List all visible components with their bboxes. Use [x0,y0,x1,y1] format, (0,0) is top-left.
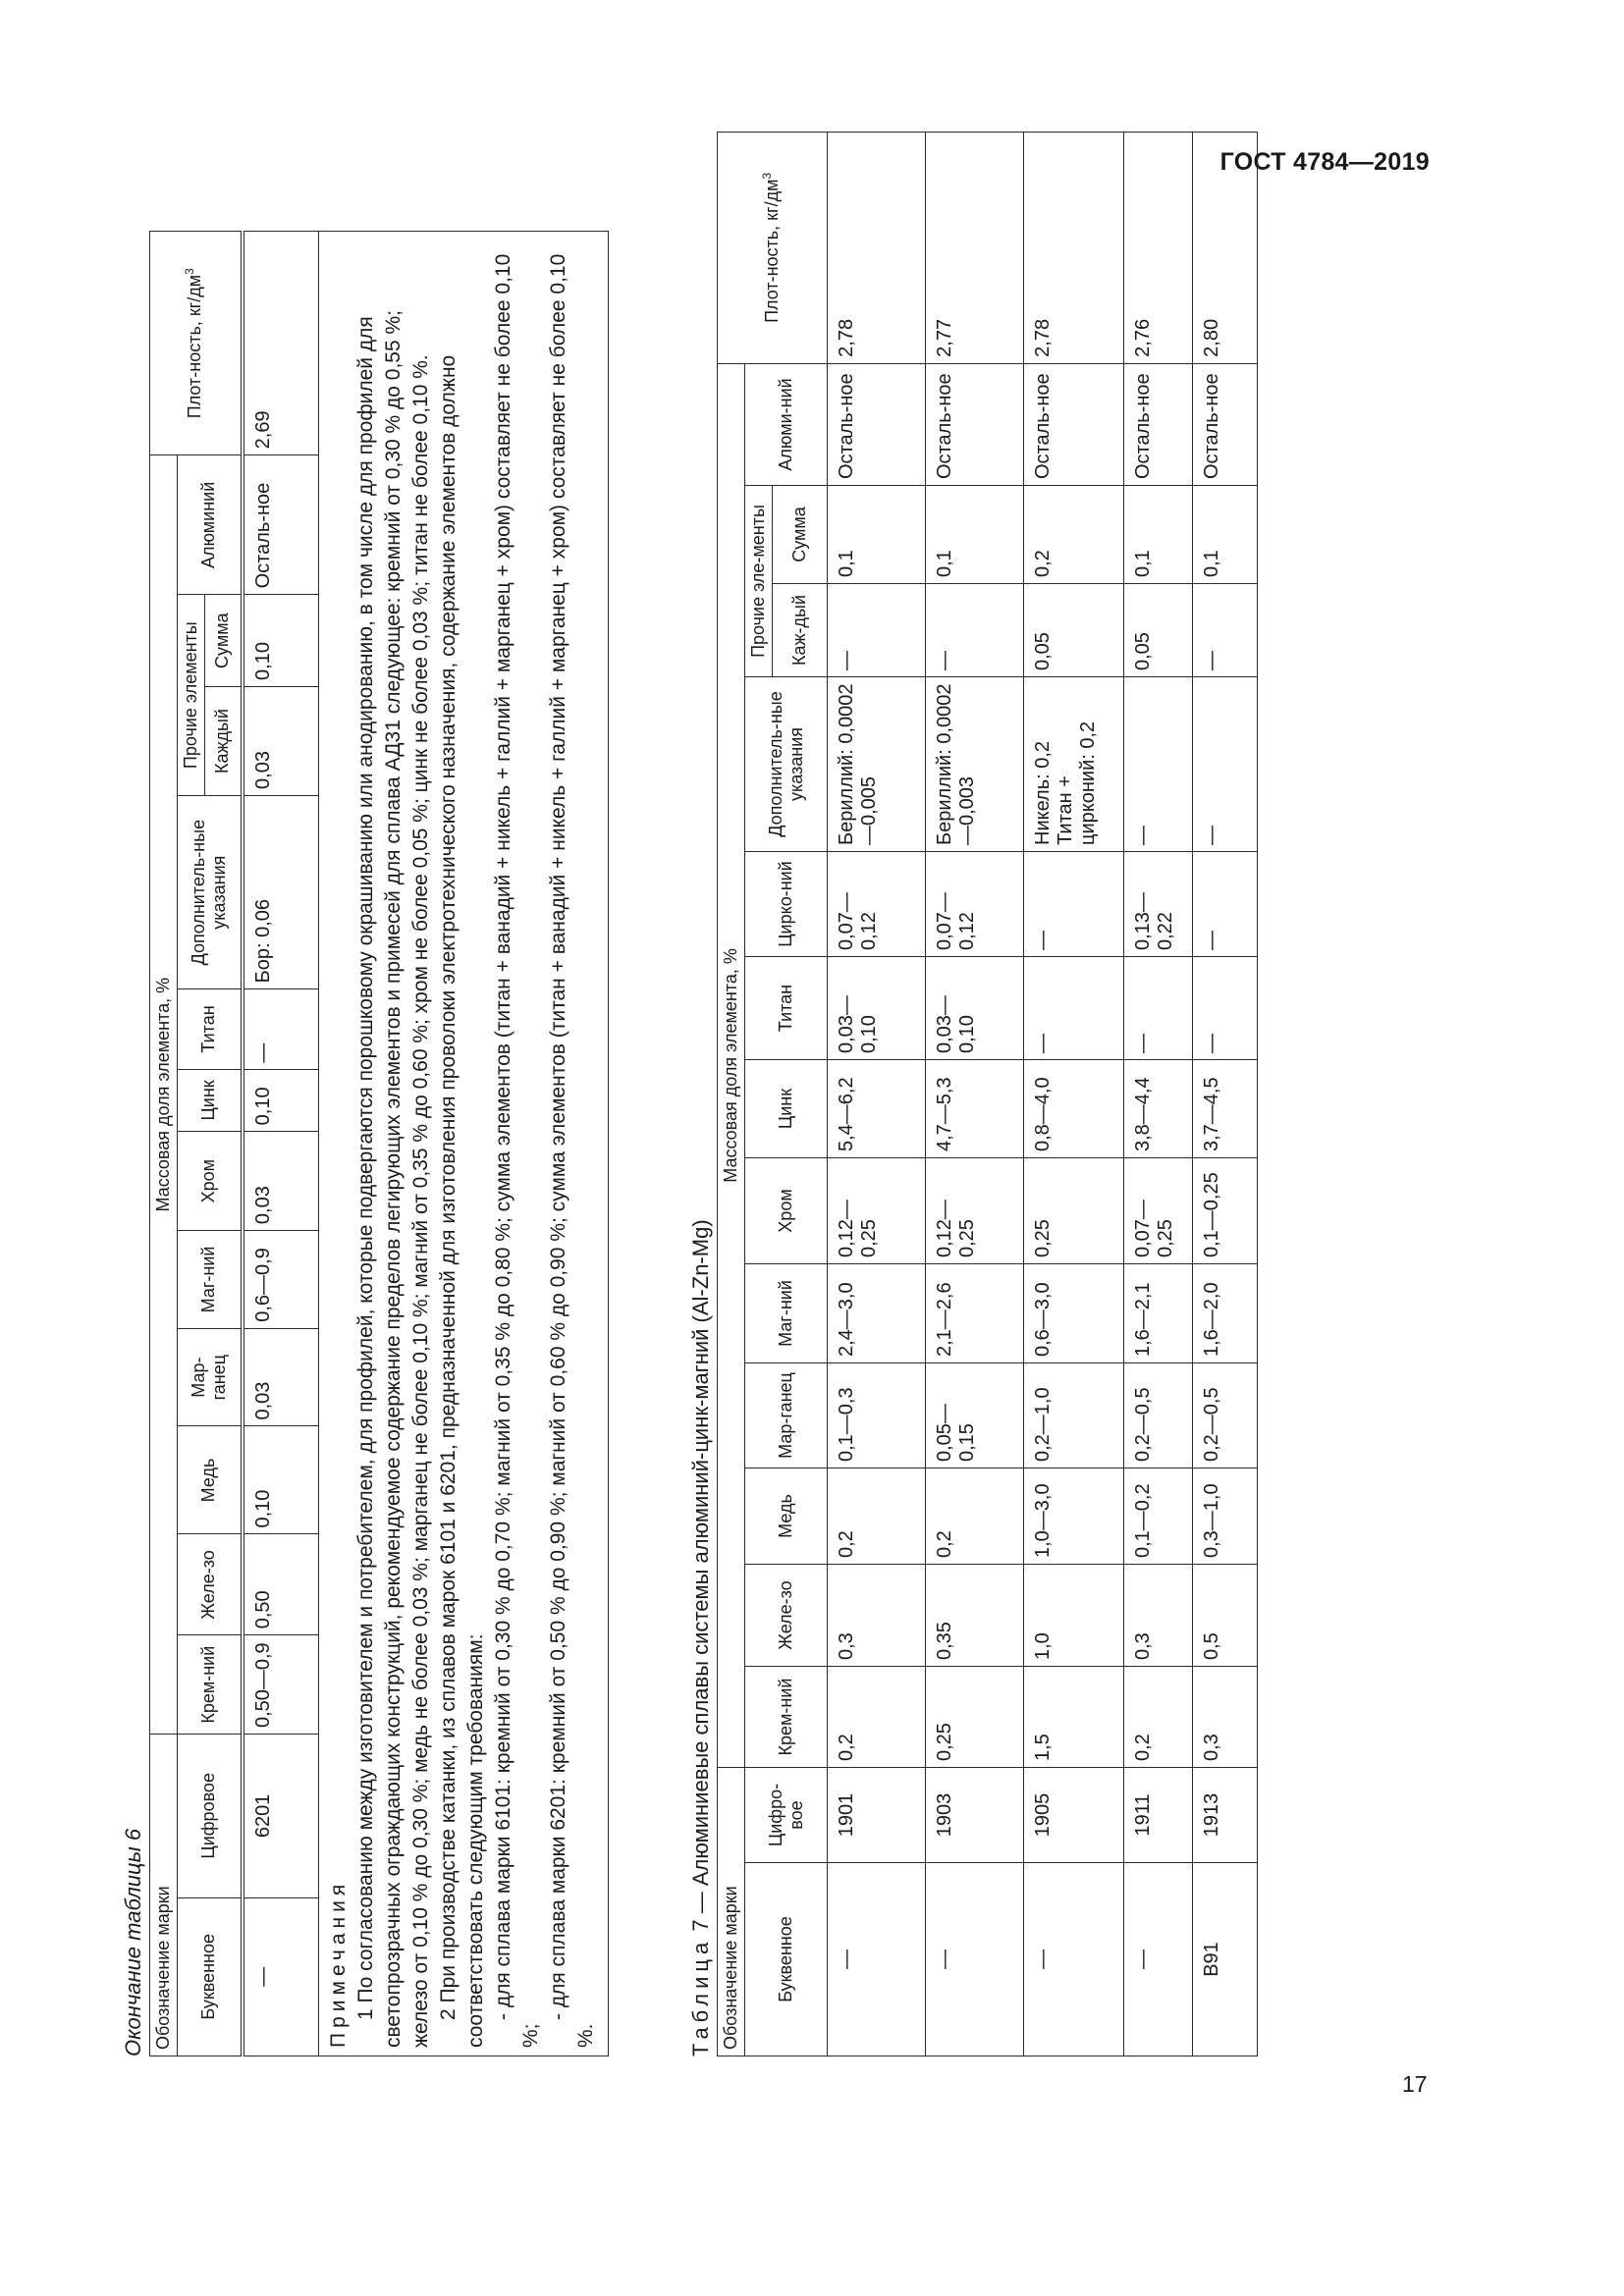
cell-each: — [1193,584,1258,677]
cell-zn: 3,7—4,5 [1193,1060,1258,1158]
cell-al: Осталь-ное [243,455,319,595]
table6-notes [319,232,609,2056]
cell-mn: 0,03 [243,1328,319,1426]
cell-sum: 0,10 [243,595,319,687]
t7-head-cu: Медь [745,1468,828,1565]
cell-zr: — [1193,852,1258,957]
cell-ti: — [1124,957,1193,1060]
t6-head-each: Каждый [205,686,243,795]
cell-extra: — [1193,677,1258,852]
cell-digital: 1911 [1124,1768,1193,1863]
t6-head-mass-fraction: Массовая доля элемента, % [150,455,178,1735]
cell-cu: 0,3—1,0 [1193,1468,1258,1565]
t7-head-letter: Буквенное [745,1863,828,2056]
cell-mn: 0,2—1,0 [1024,1363,1124,1468]
cell-cr: 0,07—0,25 [1124,1158,1193,1264]
cell-digital: 1905 [1024,1768,1124,1863]
cell-ti: — [1024,957,1124,1060]
t7-head-other: Прочие эле-менты [745,486,773,677]
cell-mg: 0,6—3,0 [1024,1264,1124,1363]
t6-head-other: Прочие элементы [178,595,205,796]
t6-head-ti: Титан [178,989,243,1069]
cell-si: 0,50—0,9 [243,1635,319,1735]
page-number: 17 [1402,2071,1428,2097]
cell-fe: 1,0 [1024,1565,1124,1667]
table-row [243,232,319,2056]
t6-head-si: Крем-ний [178,1635,243,1735]
cell-cr: 0,03 [243,1132,319,1231]
cell-mg: 2,1—2,6 [926,1264,1024,1363]
cell-zn: 0,8—4,0 [1024,1060,1124,1158]
cell-each: — [926,584,1024,677]
t6-head-sum: Сумма [205,595,243,687]
t7-head-mn: Мар-ганец [745,1363,828,1468]
t7-head-mass-fraction: Массовая доля элемента, % [718,363,745,1767]
cell-mg: 2,4—3,0 [828,1264,926,1363]
t6-head-cu: Медь [178,1426,243,1534]
t7-head-density: Плот-ность, $кг/дм^3$ [718,132,828,363]
t6-head-extra: Дополнитель-ные указания [178,795,243,988]
cell-ti: — [1193,957,1258,1060]
cell-digital: 1903 [926,1768,1024,1863]
t7-head-si: Крем-ний [745,1667,828,1768]
cell-density: 2,78 [1024,132,1124,363]
cell-sum: 0,1 [828,486,926,584]
t7-head-cr: Хром [745,1158,828,1264]
cell-density: 2,78 [828,132,926,363]
cell-fe: 0,3 [828,1565,926,1667]
cell-letter: В91 [1193,1863,1258,2056]
cell-fe: 0,50 [243,1534,319,1635]
t7-head-digital: Цифро-вое [745,1768,828,1863]
cell-al: Осталь-ное [926,363,1024,485]
cell-letter: — [1124,1863,1193,2056]
cell-cr: 0,25 [1024,1158,1124,1264]
t6-head-letter: Буквенное [178,1897,243,2056]
table-row [1193,132,1258,2056]
cell-fe: 0,35 [926,1565,1024,1667]
cell-density: 2,69 [243,232,319,455]
cell-density: 2,76 [1124,132,1193,363]
cell-si: 0,2 [1124,1667,1193,1768]
t7-head-zn: Цинк [745,1060,828,1158]
t7-head-zr: Цирко-ний [745,852,828,957]
cell-mg: 0,6—0,9 [243,1231,319,1329]
cell-cu: 0,2 [926,1468,1024,1565]
note-2: 2 При производстве катанки, из сплавов марок 6101 и 6201, предназначенной для изготовления проволоки электротехнического назначения, содержание элементов должно соответствовать следующим требованиям: [437,354,487,2048]
cell-cu: 0,10 [243,1426,319,1534]
cell-al: Осталь-ное [1193,363,1258,485]
notes-title: Примечания [327,1879,350,2048]
cell-zr: 0,13—0,22 [1124,852,1193,957]
t6-head-mg: Маг-ний [178,1231,243,1329]
cell-cr: 0,12—0,25 [926,1158,1024,1264]
cell-extra: Бериллий: 0,0002—0,005 [828,677,926,852]
cell-extra: Бор: 0,06 [243,795,319,988]
cell-mn: 0,1—0,3 [828,1363,926,1468]
cell-si: 1,5 [1024,1667,1124,1768]
table7 [717,132,1258,2056]
cell-cu: 1,0—3,0 [1024,1468,1124,1565]
cell-mg: 1,6—2,0 [1193,1264,1258,1363]
cell-cr: 0,12—0,25 [828,1158,926,1264]
cell-cu: 0,2 [828,1468,926,1565]
t7-head-al: Алюми-ний [745,363,828,485]
cell-si: 0,3 [1193,1667,1258,1768]
t6-head-zn: Цинк [178,1069,243,1132]
cell-mg: 1,6—2,1 [1124,1264,1193,1363]
cell-si: 0,25 [926,1667,1024,1768]
cell-letter: — [828,1863,926,2056]
cell-extra: Бериллий: 0,0002—0,003 [926,677,1024,852]
cell-cr: 0,1—0,25 [1193,1158,1258,1264]
t7-head-designation: Обозначение марки [718,1768,745,2056]
cell-sum: 0,2 [1024,486,1124,584]
cell-zn: 4,7—5,3 [926,1060,1024,1158]
cell-letter: — [926,1863,1024,2056]
cell-si: 0,2 [828,1667,926,1768]
note-2-item-6101: - для сплава марки 6101: кремний от 0,30 % до 0,70 %; магний от 0,35 % до 0,80 %; сумма элементов (титан + ванадий + никель + галлий + марганец + хром) составляет не более 0,10 %; [492,253,542,2048]
t7-head-sum: Сумма [773,486,828,584]
cell-al: Осталь-ное [1124,363,1193,485]
cell-ti: 0,03—0,10 [926,957,1024,1060]
cell-al: Осталь-ное [828,363,926,485]
table7-caption: Таблица 7 — Алюминиевые сплавы системы алюминий-цинк-магний (Al-Zn-Mg) [688,1219,713,2056]
table7-block [687,172,1258,2056]
cell-zn: 3,8—4,4 [1124,1060,1193,1158]
cell-density: 2,77 [926,132,1024,363]
cell-zr: — [1024,852,1124,957]
cell-cu: 0,1—0,2 [1124,1468,1193,1565]
table-row [926,132,1024,2056]
cell-digital: 6201 [243,1735,319,1898]
t7-head-fe: Желе-зо [745,1565,828,1667]
document-id: ГОСТ 4784—2019 [1219,148,1430,176]
cell-sum: 0,1 [1193,486,1258,584]
table6-block [120,231,609,2056]
table6-caption: Окончание таблицы 6 [121,1828,145,2056]
cell-sum: 0,1 [1124,486,1193,584]
note-2-item-6201: - для сплава марки 6201: кремний от 0,50 % до 0,90 %; магний от 0,60 % до 0,90 %; сумма элементов (титан + ванадий + никель + галлий + марганец + хром) составляет не более 0,10 %. [547,253,597,2048]
cell-fe: 0,3 [1124,1565,1193,1667]
t6-head-fe: Желе-зо [178,1534,243,1635]
cell-ti: — [243,989,319,1069]
t6-head-mn: Мар-ганец [178,1328,243,1426]
table-row [828,132,926,2056]
t6-head-digital: Цифровое [178,1735,243,1898]
t7-head-ti: Титан [745,957,828,1060]
cell-density: 2,80 [1193,132,1258,363]
t7-head-extra: Дополнитель-ные указания [745,677,828,852]
cell-digital: 1901 [828,1768,926,1863]
t7-head-each: Каж-дый [773,584,828,677]
cell-zn: 5,4—6,2 [828,1060,926,1158]
cell-zr: 0,07—0,12 [828,852,926,957]
cell-mn: 0,05—0,15 [926,1363,1024,1468]
cell-each: 0,03 [243,686,319,795]
cell-extra: — [1124,677,1193,852]
table-row [1124,132,1193,2056]
table-row [1024,132,1124,2056]
cell-sum: 0,1 [926,486,1024,584]
t6-head-al: Алюминий [178,455,243,595]
cell-extra: Никель: 0,2 Титан + цирконий: 0,2 [1024,677,1124,852]
cell-each: — [828,584,926,677]
t6-head-density: Плот-ность, $кг/дм^3$ [150,232,243,455]
table6 [149,231,609,2056]
cell-ti: 0,03—0,10 [828,957,926,1060]
cell-mn: 0,2—0,5 [1124,1363,1193,1468]
cell-letter: — [1024,1863,1124,2056]
note-1: 1 По согласованию между изготовителем и потребителем, для профилей, которые подвергаются порошковому окрашиванию или анодированию, в том числе для профилей для светопрозрачных ограждающих конструкций, рекомендуемое содержание пределов легирующих элементов и примесей для сплава АД31 следующее: кремний от 0,30 % до 0,55 %; железо от 0,10 % до 0,30 %; медь не более 0,03 %; марганец не более 0,10 %; магний от 0,35 % до 0,60 %; хром не более 0,05 %; цинк не более 0,03 %; титан не более 0,10 %. [354,310,432,2048]
t6-head-cr: Хром [178,1132,243,1231]
cell-zr: 0,07—0,12 [926,852,1024,957]
t7-head-mg: Маг-ний [745,1264,828,1363]
t6-head-designation: Обозначение марки [150,1735,178,2056]
cell-digital: 1913 [1193,1768,1258,1863]
cell-mn: 0,2—0,5 [1193,1363,1258,1468]
cell-zn: 0,10 [243,1069,319,1132]
cell-al: Осталь-ное [1024,363,1124,485]
cell-each: 0,05 [1024,584,1124,677]
cell-letter: — [243,1897,319,2056]
cell-each: 0,05 [1124,584,1193,677]
cell-fe: 0,5 [1193,1565,1258,1667]
